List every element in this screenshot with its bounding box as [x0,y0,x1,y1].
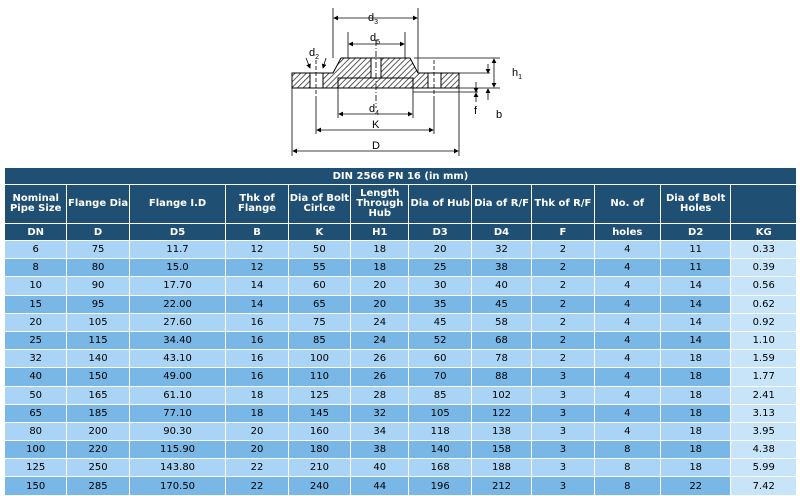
label-d4: $d_4$ [369,103,380,117]
table-cell: 18 [351,241,409,259]
table-cell: 140 [409,441,471,459]
table-cell: 22 [226,477,288,495]
flange-left-hatch [292,73,310,88]
table-cell: 22.00 [129,295,226,313]
table-cell: 158 [471,441,531,459]
table-cell: 4 [594,422,660,440]
table-cell: 40 [471,277,531,295]
table-cell: 14 [660,277,730,295]
table-cell: 18 [660,386,730,404]
table-cell: 14 [226,277,288,295]
table-cell: 60 [288,277,350,295]
table-cell: 2 [532,313,594,331]
table-cell: 20 [5,313,67,331]
table-cell: 220 [67,441,129,459]
table-cell: 80 [67,259,129,277]
table-cell: 43.10 [129,350,226,368]
table-cell: 85 [409,386,471,404]
bolt-hole-left [310,73,323,88]
table-cell: 16 [226,350,288,368]
label-d3: $d_3$ [368,12,379,26]
table-cell: 150 [5,477,67,495]
table-cell: 1.77 [731,368,797,386]
table-cell: 20 [226,422,288,440]
table-cell: 185 [67,404,129,422]
table-cell: 140 [67,350,129,368]
column-header: Length Through Hub [351,185,409,224]
table-cell: 49.00 [129,368,226,386]
table-cell: 138 [471,422,531,440]
table-cell: 122 [471,404,531,422]
table-cell: 45 [409,313,471,331]
table-cell: 4 [594,259,660,277]
column-header: Dia of Bolt Cirlce [288,185,350,224]
table-cell: 18 [660,350,730,368]
table-cell: 212 [471,477,531,495]
label-d5: $d_5$ [370,32,381,46]
table-cell: 16 [226,368,288,386]
table-cell: 90.30 [129,422,226,440]
label-f: f [474,105,478,117]
table-cell: 18 [660,404,730,422]
table-cell: 8 [5,259,67,277]
table-cell: 5.99 [731,459,797,477]
label-d2: $d_2$ [309,47,320,61]
table-row [5,241,797,259]
table-cell: 52 [409,331,471,349]
column-symbol: D2 [660,224,730,241]
column-symbol: B [226,224,288,241]
table-cell: 20 [351,277,409,295]
table-cell: 26 [351,350,409,368]
column-header: Nominal Pipe Size [5,185,67,224]
table-cell: 90 [67,277,129,295]
table-cell: 180 [288,441,350,459]
table-cell: 32 [471,241,531,259]
column-symbol: D3 [409,224,471,241]
table-cell: 105 [67,313,129,331]
table-cell: 14 [660,295,730,313]
table-cell: 4 [594,368,660,386]
table-cell: 58 [471,313,531,331]
table-cell: 0.92 [731,313,797,331]
table-row [5,331,797,349]
table-cell: 3 [532,404,594,422]
table-cell: 8 [594,441,660,459]
table-cell: 250 [67,459,129,477]
table-cell: 3.13 [731,404,797,422]
table-cell: 68 [471,331,531,349]
table-cell: 200 [67,422,129,440]
table-cell: 240 [288,477,350,495]
table-cell: 44 [351,477,409,495]
column-symbol: KG [731,224,797,241]
table-cell: 4 [594,241,660,259]
table-cell: 125 [288,386,350,404]
table-cell: 4 [594,277,660,295]
table-cell: 18 [226,386,288,404]
table-cell: 150 [67,368,129,386]
column-symbol: D [67,224,129,241]
table-cell: 2 [532,350,594,368]
table-cell: 4 [594,313,660,331]
table-cell: 168 [409,459,471,477]
table-cell: 4 [594,404,660,422]
table-cell: 4.38 [731,441,797,459]
table-cell: 105 [409,404,471,422]
table-cell: 145 [288,404,350,422]
table-cell: 26 [351,368,409,386]
table-cell: 11.7 [129,241,226,259]
table-row [5,368,797,386]
table-cell: 2 [532,259,594,277]
table-cell: 0.39 [731,259,797,277]
table-cell: 2 [532,241,594,259]
column-symbol: DN [5,224,67,241]
table-cell: 2 [532,331,594,349]
table-cell: 61.10 [129,386,226,404]
table-cell: 115.90 [129,441,226,459]
table-cell: 18 [660,459,730,477]
flange-dimensions-table [4,167,797,496]
table-cell: 14 [226,295,288,313]
table-cell: 4 [594,350,660,368]
table-cell: 17.70 [129,277,226,295]
table-row [5,386,797,404]
table-cell: 75 [288,313,350,331]
table-cell: 1.10 [731,331,797,349]
label-h1: $h_1$ [512,67,523,81]
table-cell: 160 [288,422,350,440]
table-cell: 34 [351,422,409,440]
table-cell: 38 [471,259,531,277]
table-cell: 14 [660,331,730,349]
table-cell: 18 [660,422,730,440]
column-symbol: D4 [471,224,531,241]
table-cell: 3.95 [731,422,797,440]
table-cell: 10 [5,277,67,295]
table-cell: 50 [5,386,67,404]
table-cell: 12 [226,259,288,277]
table-cell: 25 [5,331,67,349]
table-cell: 0.62 [731,295,797,313]
table-body [5,241,797,496]
column-header: Flange Dia [67,185,129,224]
table-cell: 50 [288,241,350,259]
table-cell: 18 [660,368,730,386]
table-cell: 38 [351,441,409,459]
table-cell: 118 [409,422,471,440]
bolt-hole-right [428,73,441,88]
column-header: Dia of Bolt Holes [660,185,730,224]
table-cell: 34.40 [129,331,226,349]
table-cell: 14 [660,313,730,331]
table-cell: 40 [5,368,67,386]
column-symbol: K [288,224,350,241]
table-cell: 85 [288,331,350,349]
table-cell: 12 [226,241,288,259]
column-symbol: H1 [351,224,409,241]
table-cell: 3 [532,459,594,477]
table-cell: 75 [67,241,129,259]
table-cell: 15.0 [129,259,226,277]
table-cell: 20 [351,295,409,313]
label-b: b [496,109,503,121]
table-cell: 188 [471,459,531,477]
table-cell: 2 [532,277,594,295]
table-cell: 20 [226,441,288,459]
table-cell: 143.80 [129,459,226,477]
table-row [5,441,797,459]
table-cell: 3 [532,441,594,459]
table-cell: 8 [594,477,660,495]
table-cell: 3 [532,386,594,404]
table-cell: 88 [471,368,531,386]
table-cell: 32 [351,404,409,422]
table-cell: 7.42 [731,477,797,495]
table-row [5,404,797,422]
table-cell: 210 [288,459,350,477]
table-cell: 11 [660,259,730,277]
table-cell: 1.59 [731,350,797,368]
flange-right-hatch [441,73,459,88]
table-cell: 0.56 [731,277,797,295]
table-cell: 24 [351,313,409,331]
raised-face [338,78,413,88]
table-cell: 70 [409,368,471,386]
table-cell: 4 [594,386,660,404]
table-cell: 24 [351,331,409,349]
table-cell: 110 [288,368,350,386]
table-cell: 65 [5,404,67,422]
column-header: Flange I.D [129,185,226,224]
table-cell: 6 [5,241,67,259]
table-cell: 2.41 [731,386,797,404]
table-cell: 27.60 [129,313,226,331]
table-cell: 165 [67,386,129,404]
table-cell: 102 [471,386,531,404]
table-row [5,259,797,277]
table-cell: 2 [532,295,594,313]
table-row [5,313,797,331]
table-cell: 78 [471,350,531,368]
table-cell: 4 [594,331,660,349]
table-cell: 77.10 [129,404,226,422]
table-header-row [5,185,797,224]
table-cell: 18 [351,259,409,277]
table-cell: 18 [660,441,730,459]
table-cell: 125 [5,459,67,477]
table-cell: 100 [5,441,67,459]
table-cell: 115 [67,331,129,349]
table-row [5,477,797,495]
table-title: DIN 2566 PN 16 (in mm) [5,168,797,185]
table-cell: 11 [660,241,730,259]
table-cell: 8 [594,459,660,477]
label-K: K [372,119,380,131]
table-cell: 18 [226,404,288,422]
label-D: D [372,140,380,152]
table-cell: 0.33 [731,241,797,259]
table-cell: 95 [67,295,129,313]
table-row [5,350,797,368]
table-cell: 15 [5,295,67,313]
table-cell: 196 [409,477,471,495]
table-cell: 22 [660,477,730,495]
table-cell: 16 [226,331,288,349]
table-cell: 285 [67,477,129,495]
table-cell: 4 [594,295,660,313]
table-row [5,459,797,477]
table-cell: 40 [351,459,409,477]
table-symbol-row [5,224,797,241]
table-cell: 28 [351,386,409,404]
flange-cross-section-diagram [0,0,800,165]
column-symbol: holes [594,224,660,241]
table-cell: 32 [5,350,67,368]
table-cell: 22 [226,459,288,477]
table-cell: 16 [226,313,288,331]
table-cell: 3 [532,368,594,386]
column-header: Dia of R/F [471,185,531,224]
table-cell: 35 [409,295,471,313]
table-cell: 170.50 [129,477,226,495]
column-header [731,185,797,224]
table-cell: 55 [288,259,350,277]
table-row [5,295,797,313]
table-cell: 65 [288,295,350,313]
table-cell: 80 [5,422,67,440]
table-cell: 20 [409,241,471,259]
column-symbol: D5 [129,224,226,241]
table-row [5,422,797,440]
column-header: Thk of Flange [226,185,288,224]
column-header: Thk of R/F [532,185,594,224]
table-cell: 45 [471,295,531,313]
table-cell: 3 [532,477,594,495]
column-header: Dia of Hub [409,185,471,224]
column-symbol: F [532,224,594,241]
table-cell: 60 [409,350,471,368]
table-cell: 3 [532,422,594,440]
table-cell: 25 [409,259,471,277]
table-cell: 100 [288,350,350,368]
table-cell: 30 [409,277,471,295]
column-header: No. of [594,185,660,224]
table-row [5,277,797,295]
